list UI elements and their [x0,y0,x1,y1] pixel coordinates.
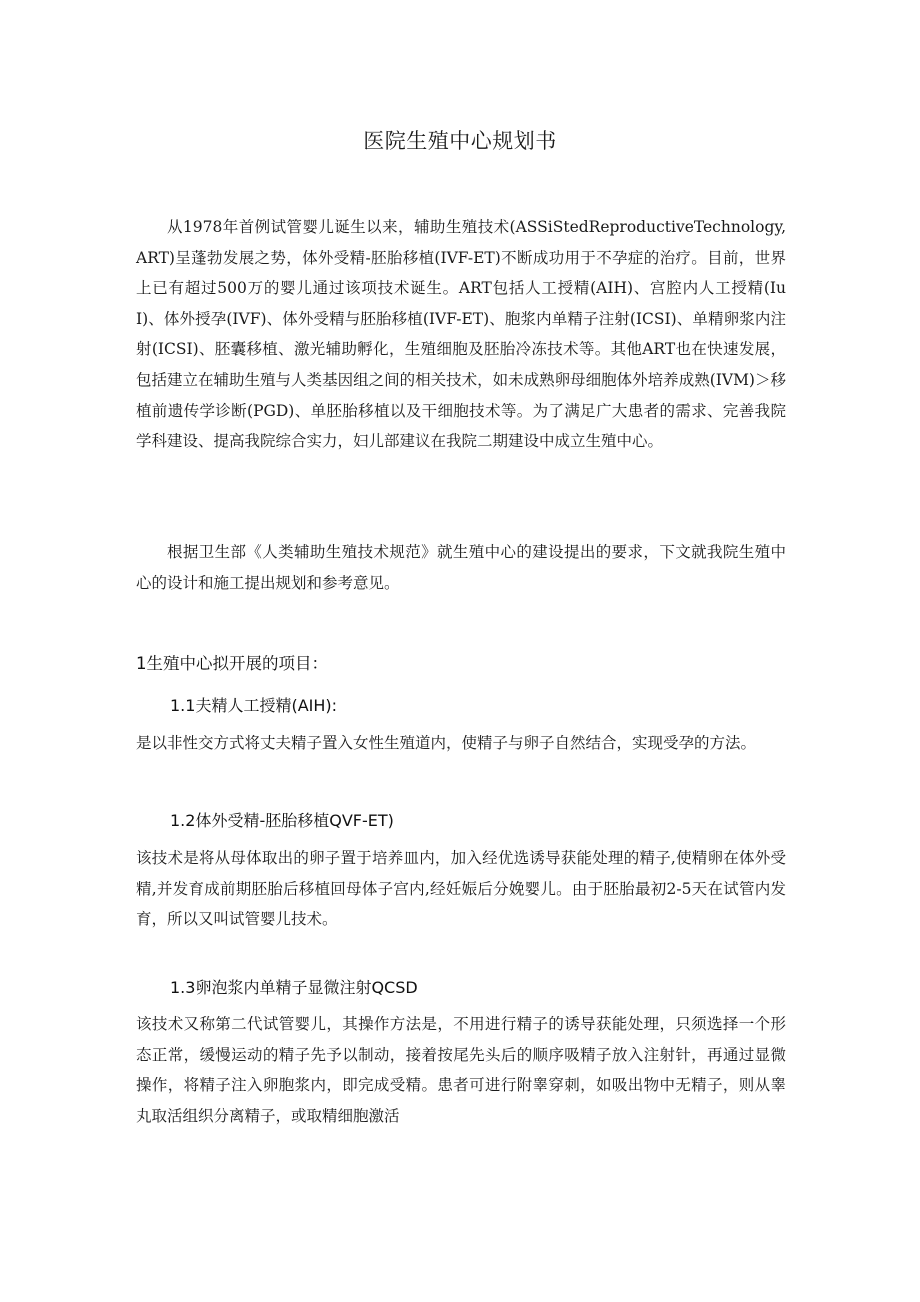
intro-paragraph: 从1978年首例试管婴儿诞生以来，辅助生殖技术(ASSiStedReproductiveTechnology,ART)呈蓬勃发展之势，体外受精-胚胎移植(IVF-ET)不断成功用于不孕症的治疗。目前，世界上已有超过500万的婴儿通过该项技术诞生。ART包括人工授精(AIH)、宫腔内人工授精(IuI)、体外授孕(IVF)、体外受精与胚胎移植(IVF-ET)、胞浆内单精子注射(ICSI)、单精卵浆内注射(ICSI)、胚囊移植、激光辅助孵化，生殖细胞及胚胎冷冻技术等。其他ART也在快速发展，包括建立在辅助生殖与人类基因组之间的相关技术，如未成熟卵母细胞体外培养成熟(IVM)＞移植前遗传学诊断(PGD)、单胚胎移植以及干细胞技术等。为了满足广大患者的需求、完善我院学科建设、提高我院综合实力，妇儿部建议在我院二期建设中成立生殖中心。 [136,218,786,451]
subsection-heading-1-2: 1.2体外受精-胚胎移植QVF-ET) [170,811,394,830]
document-title: 医院生殖中心规划书 [363,129,557,153]
subsection-body-1-2: 该技术是将从母体取出的卵子置于培养皿内，加入经优选诱导获能处理的精子,使精卵在体外受精,并发育成前期胚胎后移植回母体子宫内,经妊娠后分娩婴儿。由于胚胎最初2-5天在试管内发育，所以又叫试管婴儿技术。 [136,849,786,929]
subsection-heading-1-1: 1.1夫精人工授精(AIH): [170,696,338,715]
subsection-heading-1-3: 1.3卵泡浆内单精子显微注射QCSD [170,978,418,997]
subsection-body-1-3: 该技术又称第二代试管婴儿，其操作方法是，不用进行精子的诱导获能处理，只须选择一个形态正常，缓慢运动的精子先予以制动，接着按尾先头后的顺序吸精子放入注射针，再通过显微操作，将精子注入卵胞浆内，即完成受精。患者可进行附睾穿刺，如吸出物中无精子，则从睾丸取活组织分离精子，或取精细胞激活 [136,1015,786,1125]
intro-paragraph-2: 根据卫生部《人类辅助生殖技术规范》就生殖中心的建设提出的要求，下文就我院生殖中心的设计和施工提出规划和参考意见。 [136,543,786,592]
subsection-body-1-1: 是以非性交方式将丈夫精子置入女性生殖道内，使精子与卵子自然结合，实现受孕的方法。 [136,734,757,752]
section-heading-1: 1生殖中心拟开展的项目： [136,654,328,673]
